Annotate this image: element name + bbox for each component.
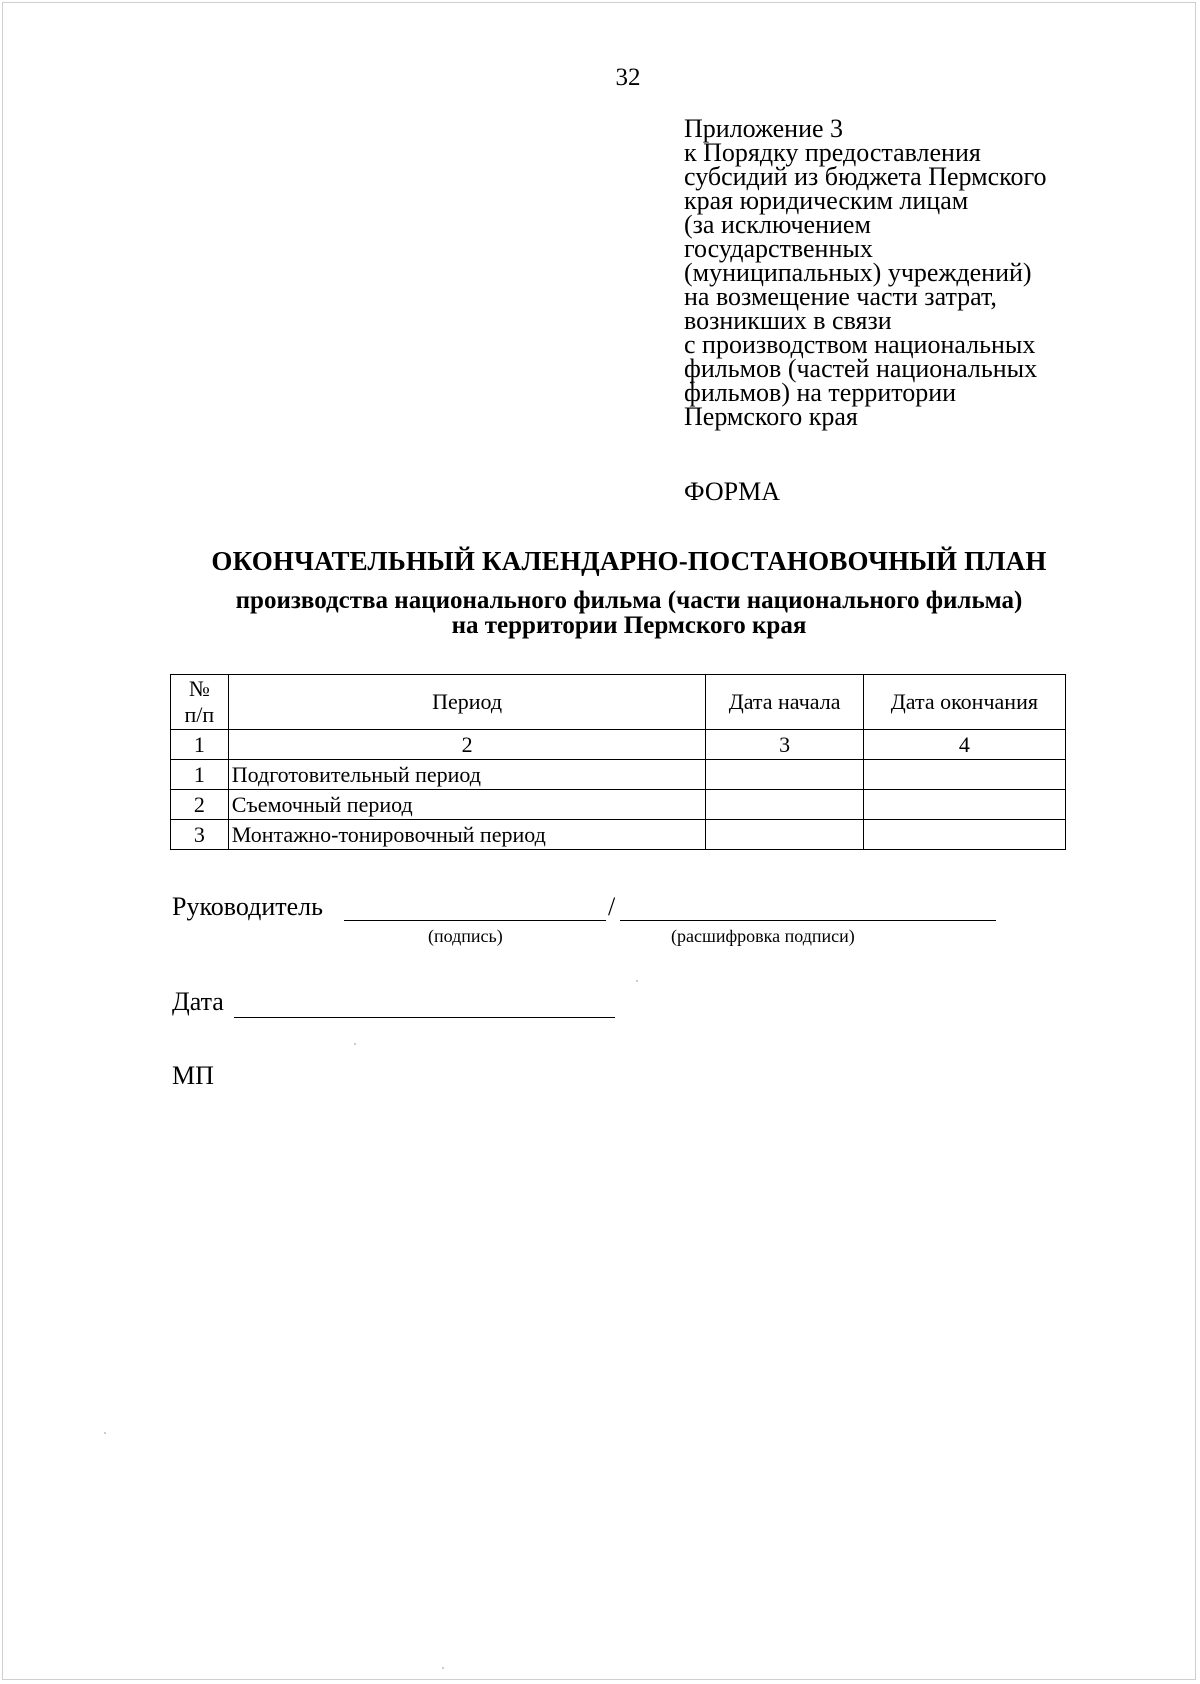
row-period: Подготовительный период — [228, 760, 706, 790]
appendix-line: государственных — [684, 234, 873, 263]
row-end-date[interactable] — [863, 790, 1065, 820]
numbering-cell: 3 — [706, 730, 863, 760]
scan-speck — [636, 980, 638, 982]
table-row — [171, 760, 1066, 790]
signature-decode-caption: (расшифровка подписи) — [671, 926, 855, 946]
row-start-date[interactable] — [706, 820, 863, 850]
signature-separator: / — [608, 892, 616, 921]
document-title: ОКОНЧАТЕЛЬНЫЙ КАЛЕНДАРНО-ПОСТАНОВОЧНЫЙ ПЛАН — [211, 546, 1047, 576]
row-start-date[interactable] — [706, 760, 863, 790]
table-row — [171, 820, 1066, 850]
page-number: 32 — [615, 64, 641, 91]
date-line[interactable] — [234, 989, 615, 1018]
header-start-date: Дата начала — [706, 675, 863, 730]
date-label: Дата — [172, 987, 224, 1016]
row-end-date[interactable] — [863, 820, 1065, 850]
table-numbering-row — [171, 730, 1066, 760]
header-num-abbr: п/п — [184, 702, 215, 727]
table-row — [171, 790, 1066, 820]
numbering-cell: 2 — [228, 730, 706, 760]
header-num — [171, 675, 229, 730]
scan-speck — [442, 1667, 444, 1669]
signature-decode-line[interactable] — [620, 894, 996, 921]
document-subtitle — [0, 588, 1200, 638]
appendix-line: Приложение 3 — [684, 114, 844, 143]
appendix-line: фильмов) на территории — [684, 378, 957, 407]
header-num-symbol: № — [188, 676, 210, 701]
row-start-date[interactable] — [706, 790, 863, 820]
appendix-line: с производством национальных — [684, 330, 1036, 359]
appendix-line: на возмещение части затрат, — [684, 282, 997, 311]
plan-table — [170, 674, 1066, 850]
appendix-line: края юридическим лицам — [684, 186, 969, 215]
signature-line[interactable] — [344, 894, 606, 921]
row-num: 2 — [171, 790, 229, 820]
numbering-cell: 4 — [863, 730, 1065, 760]
appendix-block — [684, 114, 1104, 431]
header-period: Период — [228, 675, 706, 730]
date-row — [172, 987, 224, 1017]
signature-row — [172, 892, 323, 922]
row-num: 1 — [171, 760, 229, 790]
numbering-cell: 1 — [171, 730, 229, 760]
form-label: ФОРМА — [684, 477, 780, 506]
appendix-line: (муниципальных) учреждений) — [684, 258, 1032, 287]
table-header-row — [171, 675, 1066, 730]
signature-caption: (подпись) — [428, 926, 503, 946]
stamp-label: МП — [172, 1061, 214, 1090]
appendix-line: возникших в связи — [684, 306, 892, 335]
scan-speck — [354, 1043, 356, 1045]
scan-speck — [104, 1432, 106, 1434]
appendix-line: к Порядку предоставления — [684, 138, 981, 167]
row-num: 3 — [171, 820, 229, 850]
row-end-date[interactable] — [863, 760, 1065, 790]
appendix-line: субсидий из бюджета Пермского — [684, 162, 1047, 191]
subtitle-line-2: на территории Пермского края — [451, 612, 807, 639]
header-end-date: Дата окончания — [863, 675, 1065, 730]
appendix-line: Пермского края — [684, 402, 858, 431]
row-period: Монтажно-тонировочный период — [228, 820, 706, 850]
appendix-line: (за исключением — [684, 210, 871, 239]
appendix-line: фильмов (частей национальных — [684, 354, 1038, 383]
signature-label: Руководитель — [172, 892, 323, 921]
row-period: Съемочный период — [228, 790, 706, 820]
subtitle-line-1: производства национального фильма (части национального фильма) — [235, 587, 1023, 614]
